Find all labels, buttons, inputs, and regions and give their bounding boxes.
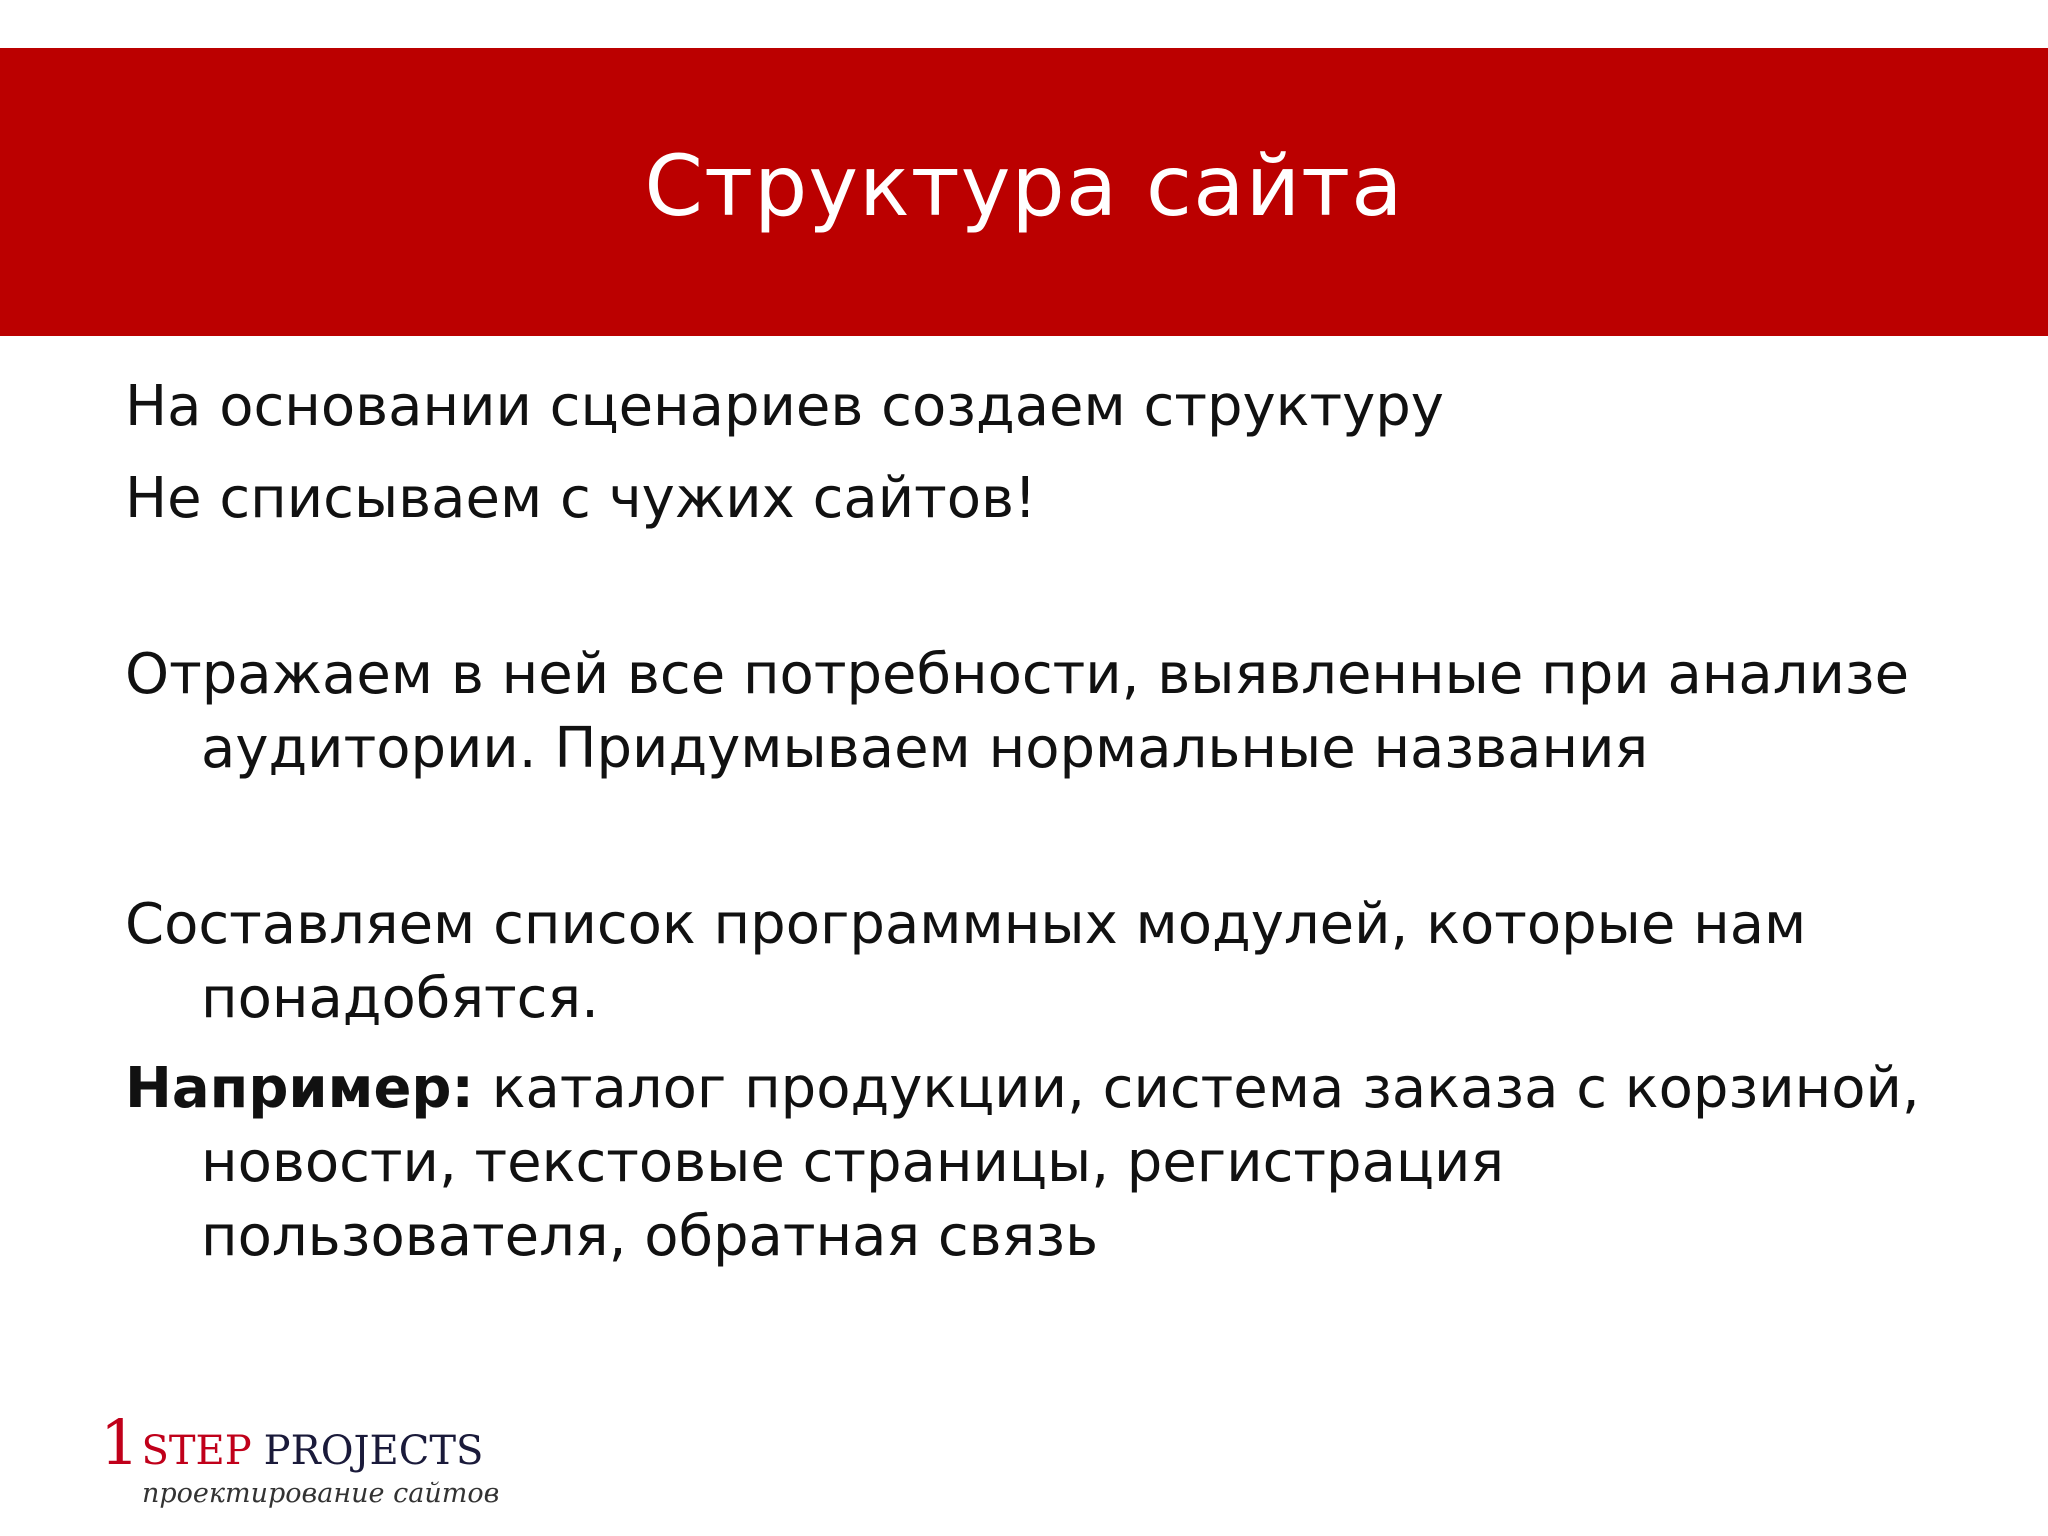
logo-step: STEP bbox=[141, 1428, 252, 1474]
paragraph-no-copy: Не списываем с чужих сайтов! bbox=[125, 466, 1037, 531]
paragraph-example bbox=[125, 1052, 1945, 1274]
slide-title: Структура сайта bbox=[644, 137, 1404, 235]
example-text: каталог продукции, система заказа с корзиной, новости, текстовые страницы, регистрация пользователя, обратная связь bbox=[201, 1056, 1920, 1269]
paragraph-scenarios: На основании сценариев создаем структуру bbox=[125, 374, 1444, 439]
logo-wordmark bbox=[100, 1406, 500, 1479]
logo-projects: PROJECTS bbox=[263, 1428, 484, 1474]
example-label: Например: bbox=[125, 1056, 474, 1121]
paragraph-needs: Отражаем в ней все потребности, выявленные при анализе аудитории. Придумываем нормальные названия bbox=[125, 642, 1910, 781]
company-logo bbox=[100, 1406, 500, 1522]
paragraph-modules: Составляем список программных модулей, которые нам понадобятся. bbox=[125, 892, 1807, 1031]
title-bar bbox=[0, 48, 2048, 336]
logo-tagline: проектирование сайтов bbox=[142, 1478, 500, 1509]
slide-body bbox=[125, 370, 1945, 1274]
logo-number: 1 bbox=[100, 1406, 140, 1479]
